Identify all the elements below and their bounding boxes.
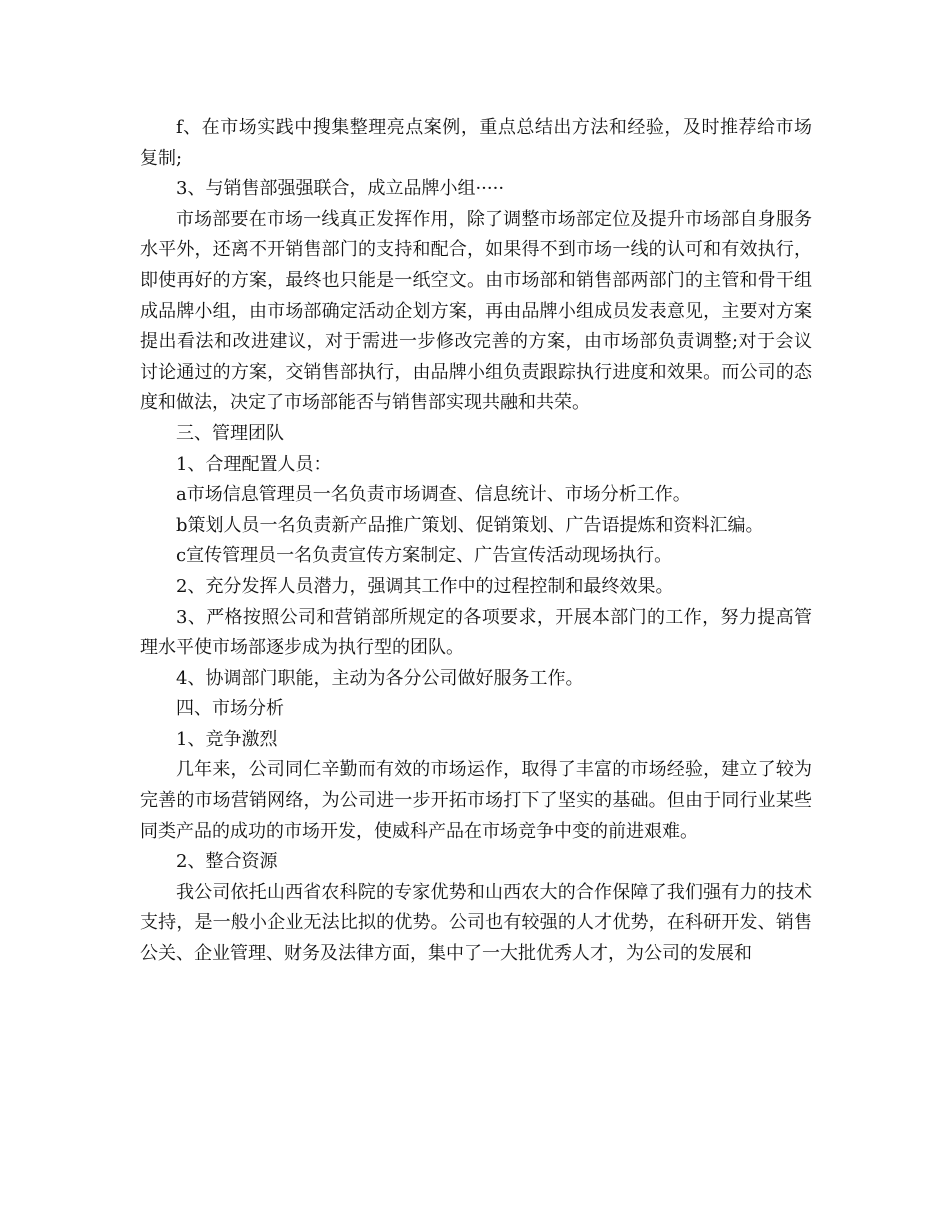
paragraph-item-2: 2、充分发挥人员潜力，强调其工作中的过程控制和最终效果。 — [176, 575, 674, 597]
paragraph-brand-team-body: 市场部要在市场一线真正发挥作用，除了调整市场部定位及提升市场部自身服务水平外，还离不开销售部门的支持和配合，如果得不到市场一线的认可和有效执行，即使再好的方案，最终也只能是一纸空文。由市场部和销售部两部门的主管和骨干组成品牌小组，由市场部确定活动企划方案，再由品牌小组成员发表意见，主要对方案提出看法和改进建议，对于需进一步修改完善的方案，由市场部负责调整;对于会议讨论通过的方案，交销售部执行，由品牌小组负责跟踪执行进度和效果。而公司的态度和做法，决定了市场部能否与销售部实现共融和共荣。 — [140, 208, 812, 414]
paragraph-item-f: f、在市场实践中搜集整理亮点案例，重点总结出方法和经验，及时推荐给市场复制; — [140, 117, 812, 169]
paragraph-resources-heading: 2、整合资源 — [176, 851, 278, 873]
document-page — [140, 113, 812, 970]
paragraph-staff-a: a市场信息管理员一名负责市场调查、信息统计、市场分析工作。 — [176, 484, 691, 506]
section-heading-market-analysis: 四、市场分析 — [176, 698, 284, 720]
paragraph-resources-body: 我公司依托山西省农科院的专家优势和山西农大的合作保障了我们强有力的技术支持，是一般小企业无法比拟的优势。公司也有较强的人才优势，在科研开发、销售公关、企业管理、财务及法律方面，集中了一大批优秀人才，为公司的发展和 — [140, 881, 812, 965]
paragraph-competition-body: 几年来，公司同仁辛勤而有效的市场运作，取得了丰富的市场经验，建立了较为完善的市场营销网络，为公司进一步开拓市场打下了坚实的基础。但由于同行业某些同类产品的成功的市场开发，使威科产品在市场竞争中变的前进艰难。 — [140, 759, 812, 842]
paragraph-item-3: 3、严格按照公司和营销部所规定的各项要求，开展本部门的工作，努力提高管理水平使市场部逐步成为执行型的团队。 — [140, 606, 812, 659]
paragraph-staff-c: c宣传管理员一名负责宣传方案制定、广告宣传活动现场执行。 — [176, 545, 673, 567]
paragraph-item-4: 4、协调部门职能，主动为各分公司做好服务工作。 — [176, 667, 584, 689]
paragraph-staff-b: b策划人员一名负责新产品推广策划、促销策划、广告语提炼和资料汇编。 — [176, 514, 764, 536]
paragraph-brand-team-heading: 3、与销售部强强联合，成立品牌小组····· — [176, 178, 505, 200]
section-heading-team-management: 三、管理团队 — [176, 422, 284, 444]
paragraph-staffing-heading: 1、合理配置人员： — [176, 453, 332, 475]
paragraph-competition-heading: 1、竞争激烈 — [176, 728, 278, 750]
